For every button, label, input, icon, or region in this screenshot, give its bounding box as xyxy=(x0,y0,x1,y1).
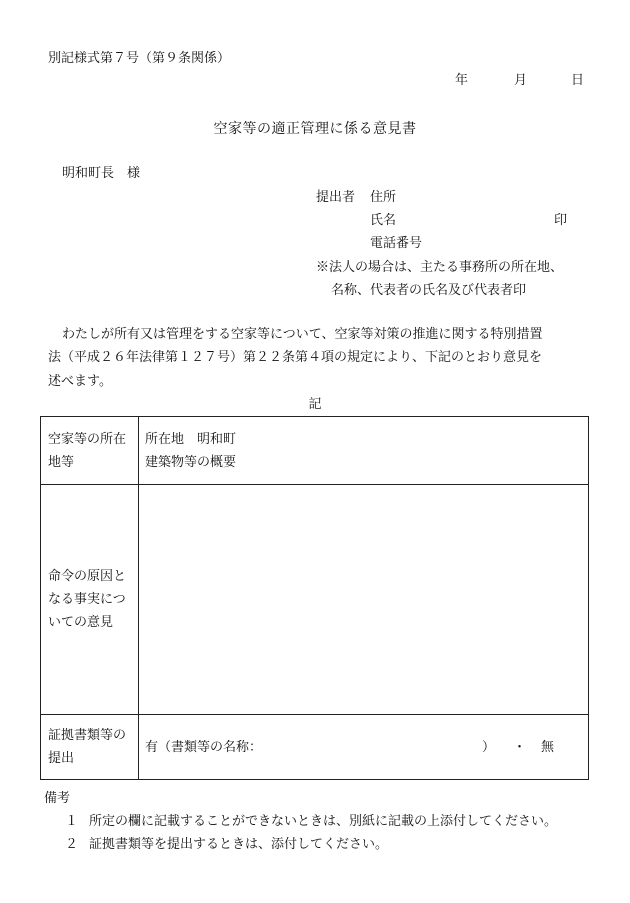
seal-mark: 印 xyxy=(554,213,568,228)
opinion-field[interactable] xyxy=(139,485,589,715)
location-value-cell[interactable] xyxy=(139,417,589,485)
submitter-name-label: 氏名 xyxy=(370,213,397,228)
opinion-label-line2: なる事実につ xyxy=(48,592,126,607)
building-overview-field[interactable]: 建築物等の概要 xyxy=(145,455,237,470)
table-row-opinion xyxy=(41,485,589,715)
evidence-no-option[interactable]: 無 xyxy=(541,739,555,755)
corporation-note-line2: 名称、代表者の氏名及び代表者印 xyxy=(331,283,527,298)
date-month-label: 月 xyxy=(514,73,528,88)
opinion-label-line1: 命令の原因と xyxy=(48,569,127,584)
ki-heading: 記 xyxy=(308,397,322,412)
submitter-address-label: 住所 xyxy=(370,190,397,205)
evidence-label-line2: 提出 xyxy=(48,751,75,766)
date-year-label: 年 xyxy=(455,73,469,88)
evidence-yes-option[interactable]: 有（書類等の名称： xyxy=(145,739,263,755)
location-field[interactable]: 所在地 明和町 xyxy=(145,432,237,447)
evidence-value-cell[interactable] xyxy=(139,715,589,780)
remark-text-2: 証拠書類等を提出するときは、添付してください。 xyxy=(89,837,389,852)
evidence-label-line1: 証拠書類等の xyxy=(48,728,127,743)
evidence-label-cell xyxy=(41,715,139,780)
corporation-note-line1: ※法人の場合は、主たる事務所の所在地、 xyxy=(316,260,564,275)
body-line-3: 述べます。 xyxy=(48,374,112,389)
location-label-line2: 地等 xyxy=(48,454,75,470)
submitter-label: 提出者 xyxy=(316,190,356,205)
date-day-label: 日 xyxy=(571,73,585,88)
location-label-cell xyxy=(41,417,139,485)
table-row-evidence xyxy=(41,715,589,780)
opinion-form-table xyxy=(40,416,589,780)
submitter-phone-label: 電話番号 xyxy=(370,236,423,251)
body-line-1: わたしが所有又は管理をする空家等について、空家等対策の推進に関する特別措置 xyxy=(62,327,543,342)
opinion-label-cell xyxy=(41,485,139,715)
table-row-location xyxy=(41,417,589,485)
body-line-2: 法（平成２６年法律第１２７号）第２２条第４項の規定により、下記のとおり意見を xyxy=(48,350,543,365)
remark-number-1: １ xyxy=(65,814,79,829)
location-label-line1: 空家等の所在 xyxy=(48,431,127,447)
option-separator: ・ xyxy=(513,739,527,755)
opinion-label-line3: いての意見 xyxy=(48,615,114,630)
remarks-heading: 備考 xyxy=(44,791,71,806)
addressee: 明和町長 様 xyxy=(62,166,141,181)
evidence-close-paren: ） xyxy=(482,739,496,755)
document-title: 空家等の適正管理に係る意見書 xyxy=(213,121,417,137)
remark-number-2: ２ xyxy=(65,837,79,852)
remark-text-1: 所定の欄に記載することができないときは、別紙に記載の上添付してください。 xyxy=(89,814,558,829)
form-number: 別記様式第７号（第９条関係） xyxy=(48,51,231,66)
